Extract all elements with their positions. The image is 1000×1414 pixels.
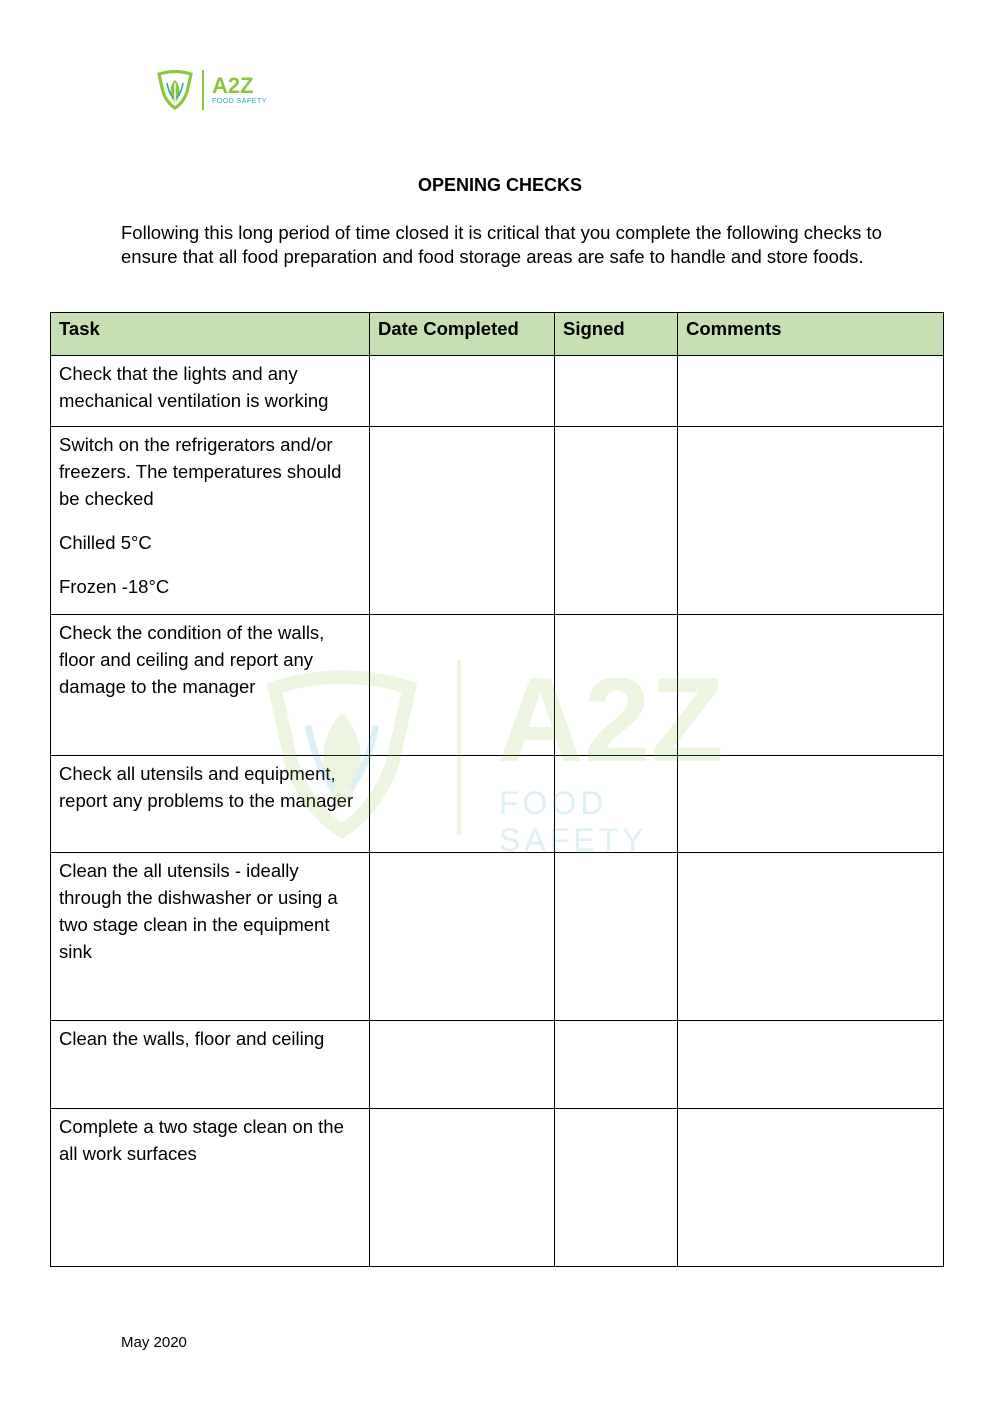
task-cell: [51, 427, 370, 615]
date-completed-cell[interactable]: [370, 756, 555, 853]
task-cell: [51, 356, 370, 427]
table-row: [51, 853, 944, 1021]
signed-cell[interactable]: [555, 853, 678, 1021]
comments-cell[interactable]: [678, 853, 944, 1021]
chilled-temperature: Chilled 5°C: [59, 532, 152, 553]
task-text: Clean the walls, floor and ceiling: [59, 1028, 325, 1049]
table-row: [51, 427, 944, 615]
date-completed-cell[interactable]: [370, 356, 555, 427]
task-text: Clean the all utensils - ideally through the dishwasher or using a two stage clean in the equipment sink: [59, 860, 338, 962]
task-text: Check the condition of the walls, floor and ceiling and report any damage to the manager: [59, 622, 325, 697]
watermark-tagline: FOOD SAFETY: [499, 785, 648, 858]
task-text: Switch on the refrigerators and/or freezers. The temperatures should be checked: [59, 434, 342, 509]
intro-paragraph: Following this long period of time closed it is critical that you complete the following checks to ensure that all food preparation and food storage areas are safe to handle and store foods.: [121, 222, 882, 267]
comments-cell[interactable]: [678, 1109, 944, 1267]
task-cell: [51, 1109, 370, 1267]
comments-cell[interactable]: [678, 756, 944, 853]
header-signed: Signed: [555, 313, 678, 356]
header-date-completed: Date Completed: [370, 313, 555, 356]
signed-cell[interactable]: [555, 1021, 678, 1109]
date-completed-cell[interactable]: [370, 1021, 555, 1109]
watermark-brand: A2Z: [497, 653, 724, 787]
logo-tagline: FOOD SAFETY: [212, 97, 267, 105]
signed-cell[interactable]: [555, 615, 678, 756]
task-cell: [51, 756, 370, 853]
task-text: Complete a two stage clean on the all work surfaces: [59, 1116, 344, 1164]
logo-divider: [202, 70, 204, 110]
date-completed-cell[interactable]: [370, 615, 555, 756]
date-completed-cell[interactable]: [370, 853, 555, 1021]
comments-cell[interactable]: [678, 615, 944, 756]
header-task: Task: [51, 313, 370, 356]
date-completed-cell[interactable]: [370, 427, 555, 615]
task-text: Check all utensils and equipment, report any problems to the manager: [59, 763, 354, 811]
signed-cell[interactable]: [555, 427, 678, 615]
table-header-row: [51, 313, 944, 356]
logo-brand: A2Z: [212, 72, 254, 98]
date-completed-cell[interactable]: [370, 1109, 555, 1267]
table-row: [51, 1021, 944, 1109]
frozen-temperature: Frozen -18°C: [59, 576, 170, 597]
table-row: [51, 356, 944, 427]
opening-checks-table: [50, 312, 944, 1267]
page-title: OPENING CHECKS: [417, 175, 583, 195]
signed-cell[interactable]: [555, 1109, 678, 1267]
comments-cell[interactable]: [678, 1021, 944, 1109]
a2z-logo: [156, 70, 267, 110]
table-row: [51, 615, 944, 756]
table-row: [51, 1109, 944, 1267]
task-cell: [51, 853, 370, 1021]
logo-wordmark: [212, 72, 267, 106]
table-row: [51, 756, 944, 853]
task-cell: [51, 615, 370, 756]
footer-date: May 2020: [121, 1334, 187, 1351]
shield-leaf-icon: [156, 70, 194, 110]
signed-cell[interactable]: [555, 756, 678, 853]
task-text: Check that the lights and any mechanical ventilation is working: [59, 363, 329, 411]
comments-cell[interactable]: [678, 427, 944, 615]
signed-cell[interactable]: [555, 356, 678, 427]
header-comments: Comments: [678, 313, 944, 356]
task-cell: [51, 1021, 370, 1109]
comments-cell[interactable]: [678, 356, 944, 427]
